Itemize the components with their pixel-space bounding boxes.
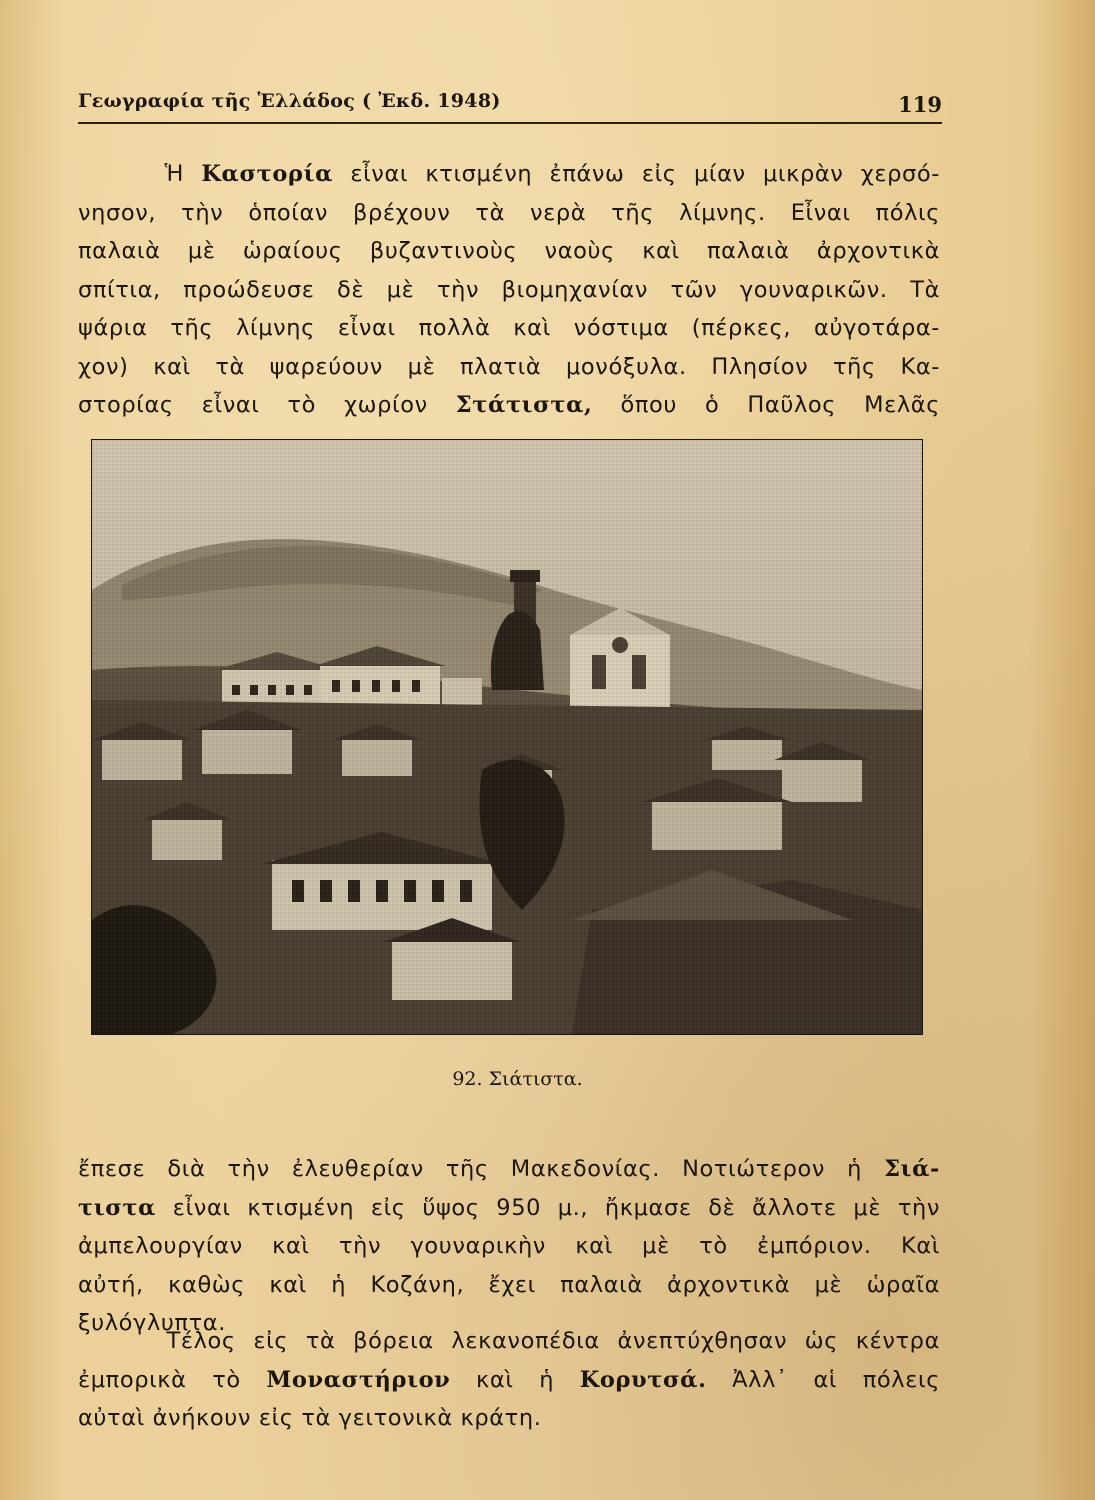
place-name-monastirion: Μοναστήριον	[266, 1366, 451, 1393]
text-line: ψάρια τῆς λίμνης εἶναι πολλὰ καὶ νόστιμα (πέρκες, αὐγοτάρα-	[78, 315, 940, 341]
text-line: παλαιὰ μὲ ὡραίους βυζαντινοὺς ναοὺς καὶ παλαιὰ ἀρχοντικὰ	[78, 238, 940, 264]
text-line: ἀμπελουργίαν καὶ τὴν γουναρικὴν καὶ μὲ τὸ ἐμπόριον. Καὶ	[78, 1233, 940, 1259]
paragraph-north-basins	[78, 1322, 940, 1438]
page-number: 119	[898, 92, 942, 117]
header-rule	[78, 122, 942, 124]
figure-caption: 92. Σιάτιστα.	[452, 1068, 583, 1090]
place-name-siatista-cont: τιστα	[78, 1194, 157, 1221]
place-name-statista: Στάτιστα,	[455, 392, 593, 418]
text-line: ἔπεσε διὰ τὴν ἐλευθερίαν τῆς Μακεδονίας. Νοτιώτερον ἡ Σιά-	[78, 1156, 940, 1182]
text-line: ξυλόγλυπτα.	[78, 1310, 226, 1336]
text-line: νησον, τὴν ὁποίαν βρέχουν τὰ νερὰ τῆς λίμνης. Εἶναι πόλις	[78, 199, 940, 226]
text-line: σπίτια, προώδευσε δὲ μὲ τὴν βιομηχανίαν τῶν γουναρικῶν. Τὰ	[78, 276, 940, 303]
place-name-kastoria: Καστορία	[201, 161, 333, 187]
paragraph-siatista	[78, 1150, 940, 1343]
photo-illustration	[92, 440, 922, 1034]
page-header	[78, 88, 948, 128]
paragraph-kastoria	[78, 155, 940, 425]
place-name-korytsa: Κορυτσά.	[579, 1366, 707, 1393]
running-title: Γεωγραφία τῆς Ἑλλάδος ( Ἐκδ. 1948)	[78, 90, 501, 112]
text-line: Τέλος εἰς τὰ βόρεια λεκανοπέδια ἀνεπτύχθησαν ὡς κέντρα	[166, 1328, 940, 1354]
text-line: τιστα εἶναι κτισμένη εἰς ὕψος 950 μ., ἤκμασε δὲ ἄλλοτε μὲ τὴν	[78, 1194, 940, 1221]
text-line: αὐτή, καθὼς καὶ ἡ Κοζάνη, ἔχει παλαιὰ ἀρχοντικὰ μὲ ὡραῖα	[78, 1271, 940, 1298]
text-line: ἐμπορικὰ τὸ Μοναστήριον καὶ ἡ Κορυτσά. Ἀλλ᾽ αἱ πόλεις	[78, 1366, 940, 1393]
text-line: στορίας εἶναι τὸ χωρίον Στάτιστα, ὅπου ὁ Παῦλος Μελᾶς	[78, 392, 940, 418]
place-name-siatista: Σιά-	[884, 1156, 940, 1182]
text-line: αὐταὶ ἀνήκουν εἰς τὰ γειτονικὰ κράτη.	[78, 1405, 542, 1431]
text-line: χον) καὶ τὰ ψαρεύουν μὲ πλατιὰ μονόξυλα. Πλησίον τῆς Κα-	[78, 353, 940, 380]
text-line: Ἡ Καστορία εἶναι κτισμένη ἐπάνω εἰς μίαν μικρὰν χερσό-	[164, 161, 940, 187]
photo-siatista	[92, 440, 922, 1034]
